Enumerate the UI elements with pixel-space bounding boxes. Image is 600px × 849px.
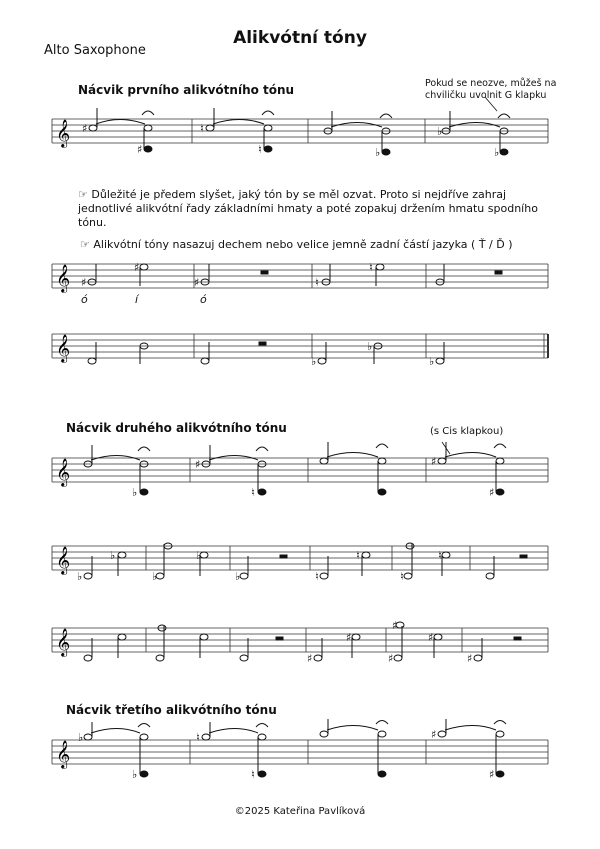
svg-text:♯: ♯: [467, 652, 473, 665]
syllable-1: ó: [81, 293, 88, 306]
music-staff-5: [0, 530, 600, 590]
svg-text:♯: ♯: [431, 455, 437, 468]
section-heading-first: Nácvik prvního alikvótního tónu: [78, 83, 295, 97]
svg-text:𝄞: 𝄞: [56, 119, 71, 147]
section-note-first: Pokud se neozve, můžeš na chviličku uvolnit G klapku: [425, 78, 557, 101]
svg-text:♭: ♭: [132, 768, 138, 781]
svg-text:♯: ♯: [388, 652, 394, 665]
svg-text:𝄞: 𝄞: [56, 546, 71, 574]
svg-text:♯: ♯: [81, 276, 87, 289]
instruction-text-1: Důležité je předem slyšet, jaký tón by se měl ozvat. Proto si nejdříve zahraj jednotlivé alikvótní řady základními hmaty a poté zopakuj držením hmatu spodního tónu.: [78, 188, 538, 229]
svg-text:♭: ♭: [78, 731, 84, 744]
pointing-hand-icon: ☞: [78, 188, 88, 201]
svg-text:♯: ♯: [428, 631, 434, 644]
svg-text:♭: ♭: [311, 355, 317, 368]
music-staff-4: [0, 440, 600, 510]
syllable-2: í: [135, 293, 139, 306]
svg-text:♯: ♯: [307, 652, 313, 665]
instruction-paragraph-1: [78, 188, 538, 230]
svg-text:𝄞: 𝄞: [56, 264, 71, 292]
svg-text:♯: ♯: [431, 728, 437, 741]
page-title: Alikvótní tóny: [233, 28, 367, 48]
svg-text:♮: ♮: [315, 276, 319, 289]
svg-text:♮: ♮: [369, 261, 373, 274]
instruction-paragraph-2: [80, 238, 540, 252]
svg-text:♭: ♭: [77, 570, 83, 583]
svg-text:♮: ♮: [196, 731, 200, 744]
svg-text:♭: ♭: [235, 570, 241, 583]
svg-text:♮: ♮: [356, 549, 360, 562]
svg-text:♭: ♭: [429, 355, 435, 368]
section-heading-second: Nácvik druhého alikvótního tónu: [66, 421, 287, 435]
svg-text:𝄞: 𝄞: [56, 458, 71, 486]
svg-text:♭: ♭: [110, 549, 116, 562]
svg-text:♭: ♭: [437, 125, 443, 138]
svg-text:♭: ♭: [132, 486, 138, 499]
svg-text:♭: ♭: [152, 570, 158, 583]
svg-text:♯: ♯: [194, 276, 200, 289]
svg-text:♯: ♯: [392, 619, 398, 632]
svg-text:♮: ♮: [315, 570, 319, 583]
svg-text:♯: ♯: [82, 122, 88, 135]
svg-text:♮: ♮: [438, 549, 442, 562]
svg-text:♯: ♯: [137, 143, 143, 156]
music-staff-7: [0, 722, 600, 792]
svg-text:♭: ♭: [367, 340, 373, 353]
svg-text:♮: ♮: [200, 122, 204, 135]
svg-text:♮: ♮: [258, 143, 262, 156]
svg-text:♯: ♯: [195, 458, 201, 471]
section-heading-third: Nácvik třetího alikvótního tónu: [66, 703, 277, 717]
music-staff-6: [0, 612, 600, 672]
syllable-3: ó: [200, 293, 207, 306]
svg-text:♯: ♯: [489, 486, 495, 499]
copyright-footer: ©2025 Kateřina Pavlíková: [234, 806, 366, 817]
svg-text:♮: ♮: [251, 768, 255, 781]
music-staff-3: [0, 320, 600, 380]
svg-text:♮: ♮: [400, 570, 404, 583]
music-staff-2: [0, 252, 600, 312]
svg-text:♯: ♯: [489, 768, 495, 781]
svg-text:♭: ♭: [494, 146, 500, 159]
svg-text:♮: ♮: [251, 486, 255, 499]
pointing-hand-icon: ☞: [80, 238, 90, 251]
svg-text:♭: ♭: [196, 549, 202, 562]
section-note-second: (s Cis klapkou): [430, 426, 504, 437]
svg-text:𝄞: 𝄞: [56, 740, 71, 768]
svg-text:♯: ♯: [346, 631, 352, 644]
music-staff-1: [0, 105, 600, 165]
svg-text:𝄞: 𝄞: [56, 628, 71, 656]
instrument-label: Alto Saxophone: [44, 43, 146, 58]
svg-text:𝄞: 𝄞: [56, 334, 71, 362]
svg-text:♭: ♭: [375, 146, 381, 159]
svg-text:♯: ♯: [134, 261, 140, 274]
instruction-text-2: Alikvótní tóny nasazuj dechem nebo velice jemně zadní částí jazyka ( Ť / Ď ): [93, 238, 513, 251]
